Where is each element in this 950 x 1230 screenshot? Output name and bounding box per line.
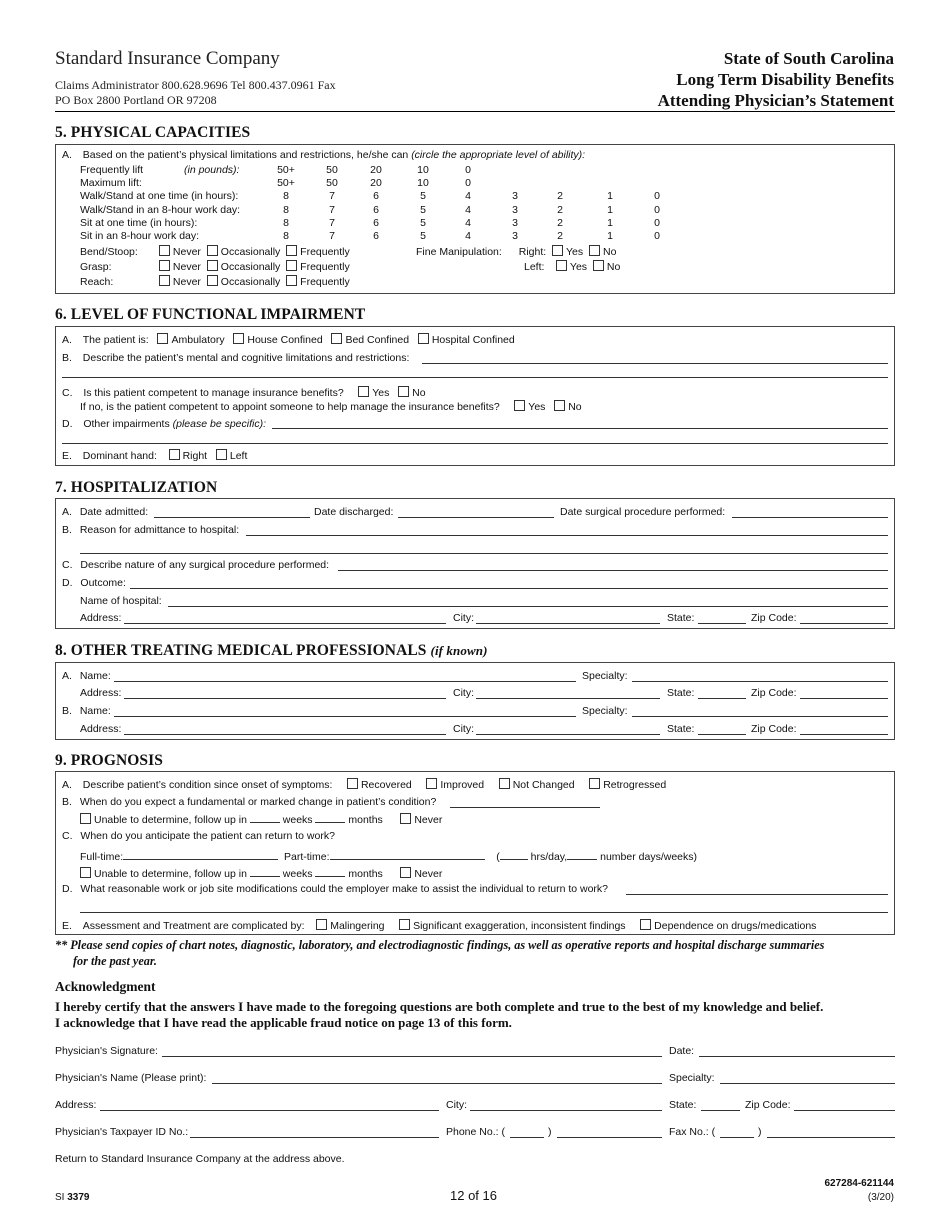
fax-area-code-field[interactable] — [720, 1137, 754, 1138]
capacity-value[interactable]: 6 — [373, 190, 379, 203]
reach-occasionally-checkbox[interactable] — [207, 275, 218, 286]
capacity-value[interactable]: 2 — [557, 190, 563, 203]
date-discharged-field[interactable] — [398, 517, 554, 518]
date-surgical-field[interactable] — [732, 517, 888, 518]
grasp-frequently-checkbox[interactable] — [286, 260, 297, 271]
capacity-value[interactable]: 4 — [465, 216, 471, 229]
reason-field[interactable] — [246, 535, 888, 536]
capacity-value[interactable]: 0 — [465, 164, 471, 176]
capacity-value[interactable]: 10 — [417, 177, 429, 190]
capacity-value[interactable]: 5 — [420, 216, 426, 229]
s5-a-hint: (circle the appropriate level of ability): — [411, 149, 586, 161]
fine-manipulation-left: Left: Yes No — [524, 261, 621, 273]
capacity-value[interactable]: 3 — [512, 203, 518, 216]
capacity-hint: (in pounds): — [184, 164, 240, 176]
professional-2-address-field[interactable] — [124, 734, 446, 735]
modifications-field-2[interactable] — [80, 912, 888, 913]
capacity-value[interactable]: 2 — [557, 216, 563, 229]
capacity-value[interactable]: 1 — [607, 203, 613, 216]
weeks-field-2[interactable] — [250, 866, 280, 877]
ambulatory-checkbox[interactable] — [157, 333, 168, 344]
outcome-field[interactable] — [130, 588, 888, 589]
section-5-title: 5. PHYSICAL CAPACITIES — [55, 124, 251, 141]
capacity-value[interactable]: 1 — [607, 216, 613, 229]
section-6-box: A. The patient is: Ambulatory House Confined Bed Confined Hospital Confined B. Describe the patient’s mental and cognitive limitations and restrictions: C. Is this patient competent to manage insurance benefits? Yes No If no, is the patient competent to appoint someone to help manage the insurance benefits? Yes No D. Other impairments (please be specific): E. Dominant hand: Right Left — [55, 326, 895, 466]
surgical-field[interactable] — [338, 570, 888, 571]
capacity-value[interactable]: 1 — [607, 230, 613, 242]
weeks-field-1[interactable] — [250, 812, 280, 823]
dependence-checkbox[interactable] — [640, 919, 651, 930]
physician-address-field[interactable] — [100, 1110, 439, 1111]
form-date: (3/20) — [867, 1192, 894, 1203]
unable-determine-checkbox-1[interactable] — [80, 813, 91, 824]
capacity-value[interactable]: 5 — [420, 190, 426, 203]
hospital-confined-checkbox[interactable] — [418, 333, 429, 344]
professional-1-zip-field[interactable] — [800, 698, 888, 699]
bend-row: Bend/Stoop: Never Occasionally Frequently — [80, 246, 350, 258]
capacity-value[interactable]: 2 — [557, 203, 563, 216]
competent-no-checkbox[interactable] — [398, 386, 409, 397]
return-note: Return to Standard Insurance Company at the address above. — [55, 1153, 345, 1165]
certification-text: I hereby certify that the answers I have made to the foregoing questions are both complete and true to the best of my knowledge and belief. I acknowledge that I have read the applicable fraud notice on page 13 of this form. — [55, 999, 824, 1030]
section-9-box: A. Describe patient’s condition since onset of symptoms: Recovered Improved Not Changed Retrogressed B. When do you expect a fundamental or marked change in patient’s condition? Unable to determine, follow up in weeks months Never C. When do you anticipate the patient can return to work? Full-time: Part-time: ( hrs/day, number days/weeks) Unable to determine, follow up in weeks months Never D. What reasonable work or job site modifications could the employer make to assist the individual to return to work? E. Assessment and Treatment are complicated by: Malingering Significant exaggeration, inconsistent findings Dependence on drugs/medications — [55, 771, 895, 935]
header-title-line3: Attending Physician’s Statement — [657, 91, 894, 110]
company-name: Standard Insurance Company — [55, 48, 280, 69]
capacity-value[interactable]: 5 — [420, 230, 426, 242]
section-8-title: 8. OTHER TREATING MEDICAL PROFESSIONALS (if known) — [55, 642, 488, 659]
physician-city-field[interactable] — [470, 1110, 662, 1111]
physician-name-field[interactable] — [212, 1083, 662, 1084]
capacity-label: Walk/Stand at one time (in hours): — [80, 190, 239, 203]
professional-2-state-field[interactable] — [698, 734, 746, 735]
physician-state-field[interactable] — [701, 1110, 740, 1111]
section-7-title: 7. HOSPITALIZATION — [55, 479, 218, 496]
capacity-value[interactable]: 0 — [465, 177, 471, 190]
hospital-city-field[interactable] — [476, 623, 660, 624]
capacity-label: Sit in an 8-hour work day: — [80, 230, 200, 242]
physician-zip-field[interactable] — [794, 1110, 895, 1111]
bend-never-checkbox[interactable] — [159, 245, 170, 256]
house-confined-checkbox[interactable] — [233, 333, 244, 344]
exaggeration-checkbox[interactable] — [399, 919, 410, 930]
section-5-box — [55, 144, 895, 294]
capacity-value[interactable]: 50+ — [277, 177, 295, 190]
header-rule — [55, 111, 895, 112]
capacity-value[interactable]: 8 — [283, 190, 289, 203]
malingering-checkbox[interactable] — [316, 919, 327, 930]
grasp-row: Grasp: Never Occasionally Frequently — [80, 261, 350, 273]
date-field[interactable] — [699, 1056, 895, 1057]
not-changed-checkbox[interactable] — [499, 778, 510, 789]
improved-checkbox[interactable] — [426, 778, 437, 789]
never-checkbox-2[interactable] — [400, 867, 411, 878]
hours-per-day-field[interactable] — [500, 849, 528, 860]
address-line: PO Box 2800 Portland OR 97208 — [55, 93, 217, 107]
professional-2-name-field[interactable] — [114, 716, 576, 717]
header-title-line1: State of South Carolina — [723, 49, 894, 68]
header-title — [658, 48, 894, 111]
professional-1-state-field[interactable] — [698, 698, 746, 699]
months-field-2[interactable] — [315, 866, 345, 877]
professional-1-city-field[interactable] — [476, 698, 660, 699]
capacity-value[interactable]: 50+ — [277, 164, 295, 176]
capacity-value[interactable]: 0 — [654, 230, 660, 242]
parttime-field[interactable] — [330, 849, 485, 860]
mental-limitations-field[interactable] — [422, 363, 888, 364]
capacity-value[interactable]: 50 — [326, 177, 338, 190]
professional-2-city-field[interactable] — [476, 734, 660, 735]
phone-area-code-field[interactable] — [510, 1137, 544, 1138]
never-checkbox-1[interactable] — [400, 813, 411, 824]
capacity-value[interactable]: 8 — [283, 203, 289, 216]
capacity-label: Sit at one time (in hours): — [80, 216, 198, 229]
fine-right-no-checkbox[interactable] — [589, 245, 600, 256]
capacity-value[interactable]: 0 — [654, 190, 660, 203]
capacity-label: Frequently lift — [80, 164, 144, 176]
contact-line: Claims Administrator 800.628.9696 Tel 800.437.0961 Fax — [55, 78, 336, 92]
capacity-value[interactable]: 6 — [373, 230, 379, 242]
physician-specialty-field[interactable] — [720, 1083, 895, 1084]
form-code: 627284-621144 — [824, 1178, 894, 1189]
capacity-value[interactable]: 7 — [329, 230, 335, 242]
hospital-name-field[interactable] — [168, 606, 888, 607]
bend-frequently-checkbox[interactable] — [286, 245, 297, 256]
reach-never-checkbox[interactable] — [159, 275, 170, 286]
page-number: 12 of 16 — [450, 1188, 497, 1203]
reason-field-2[interactable] — [80, 553, 888, 554]
capacity-value[interactable]: 4 — [465, 203, 471, 216]
s5-a-text: Based on the patient’s physical limitations and restrictions, he/she can — [82, 149, 409, 161]
professional-1-name-field[interactable] — [114, 681, 576, 682]
capacity-value[interactable]: 0 — [654, 203, 660, 216]
capacity-value[interactable]: 1 — [607, 190, 613, 203]
modifications-field[interactable] — [626, 894, 888, 895]
section-7-box: A. Date admitted: Date discharged: Date surgical procedure performed: B. Reason for admittance to hospital: C. Describe nature of any surgical procedure performed: D. Outcome: Name of hospital: Address: City: State: Zip Code: — [55, 498, 895, 629]
days-per-week-field[interactable] — [567, 849, 597, 860]
fine-right-yes-checkbox[interactable] — [552, 245, 563, 256]
dominant-left-checkbox[interactable] — [216, 449, 227, 460]
fulltime-field[interactable] — [123, 849, 278, 860]
reach-frequently-checkbox[interactable] — [286, 275, 297, 286]
bed-confined-checkbox[interactable] — [331, 333, 342, 344]
other-impairments-field[interactable] — [272, 428, 888, 429]
capacity-value[interactable]: 20 — [370, 164, 382, 176]
section-9-title: 9. PROGNOSIS — [55, 752, 163, 769]
unable-determine-checkbox-2[interactable] — [80, 867, 91, 878]
fine-left-yes-checkbox[interactable] — [556, 260, 567, 271]
header-title-line2: Long Term Disability Benefits — [676, 70, 894, 89]
section-6-title: 6. LEVEL OF FUNCTIONAL IMPAIRMENT — [55, 306, 366, 323]
professional-2-zip-field[interactable] — [800, 734, 888, 735]
capacity-value[interactable]: 6 — [373, 203, 379, 216]
capacity-value[interactable]: 8 — [283, 230, 289, 242]
hospital-address-field[interactable] — [124, 623, 446, 624]
retrogressed-checkbox[interactable] — [589, 778, 600, 789]
fax-number-field[interactable] — [767, 1137, 895, 1138]
capacity-label: Maximum lift: — [80, 177, 142, 190]
capacity-value[interactable]: 7 — [329, 190, 335, 203]
capacity-value[interactable]: 7 — [329, 216, 335, 229]
dominant-right-checkbox[interactable] — [169, 449, 180, 460]
appoint-no-checkbox[interactable] — [554, 400, 565, 411]
hospital-state-field[interactable] — [698, 623, 746, 624]
capacity-value[interactable]: 4 — [465, 230, 471, 242]
capacity-value[interactable]: 20 — [370, 177, 382, 190]
form-id: SI 3379 — [55, 1192, 90, 1203]
capacity-value[interactable]: 50 — [326, 164, 338, 176]
phone-number-field[interactable] — [557, 1137, 662, 1138]
reach-row: Reach: Never Occasionally Frequently — [80, 276, 350, 288]
capacity-value[interactable]: 2 — [557, 230, 563, 242]
professional-1-address-field[interactable] — [124, 698, 446, 699]
capacity-value[interactable]: 3 — [512, 216, 518, 229]
other-impairments-field-2[interactable] — [62, 443, 888, 444]
capacity-label: Walk/Stand in an 8-hour work day: — [80, 203, 241, 216]
records-note: ** Please send copies of chart notes, diagnostic, laboratory, and electrodiagnostic findings, as well as operative reports and hospital discharge summaries for the past year. — [55, 938, 825, 968]
date-admitted-field[interactable] — [154, 517, 310, 518]
professional-2-specialty-field[interactable] — [632, 716, 888, 717]
fine-manipulation-right: Fine Manipulation: Right: Yes No — [416, 246, 617, 258]
capacity-value[interactable]: 3 — [512, 230, 518, 242]
taxpayer-id-field[interactable] — [190, 1137, 439, 1138]
capacity-value[interactable]: 8 — [283, 216, 289, 229]
recovered-checkbox[interactable] — [347, 778, 358, 789]
expected-change-field[interactable] — [450, 807, 600, 808]
grasp-occasionally-checkbox[interactable] — [207, 260, 218, 271]
appoint-yes-checkbox[interactable] — [514, 400, 525, 411]
hospital-zip-field[interactable] — [800, 623, 888, 624]
capacity-value[interactable]: 6 — [373, 216, 379, 229]
competent-yes-checkbox[interactable] — [358, 386, 369, 397]
section-8-box: A. Name: Specialty: Address: City: State: Zip Code: B. Name: Specialty: Address: City: State: Zip Code: — [55, 662, 895, 740]
professional-1-specialty-field[interactable] — [632, 681, 888, 682]
acknowledgment-title: Acknowledgment — [55, 979, 156, 994]
mental-limitations-field-2[interactable] — [62, 377, 888, 378]
capacity-value[interactable]: 3 — [512, 190, 518, 203]
capacity-value[interactable]: 7 — [329, 203, 335, 216]
grasp-never-checkbox[interactable] — [159, 260, 170, 271]
bend-occasionally-checkbox[interactable] — [207, 245, 218, 256]
capacity-value[interactable]: 5 — [420, 203, 426, 216]
capacity-value[interactable]: 0 — [654, 216, 660, 229]
fine-left-no-checkbox[interactable] — [593, 260, 604, 271]
item-letter: A. — [62, 149, 72, 161]
capacity-value[interactable]: 10 — [417, 164, 429, 176]
months-field-1[interactable] — [315, 812, 345, 823]
signature-field[interactable] — [162, 1056, 662, 1057]
capacity-value[interactable]: 4 — [465, 190, 471, 203]
